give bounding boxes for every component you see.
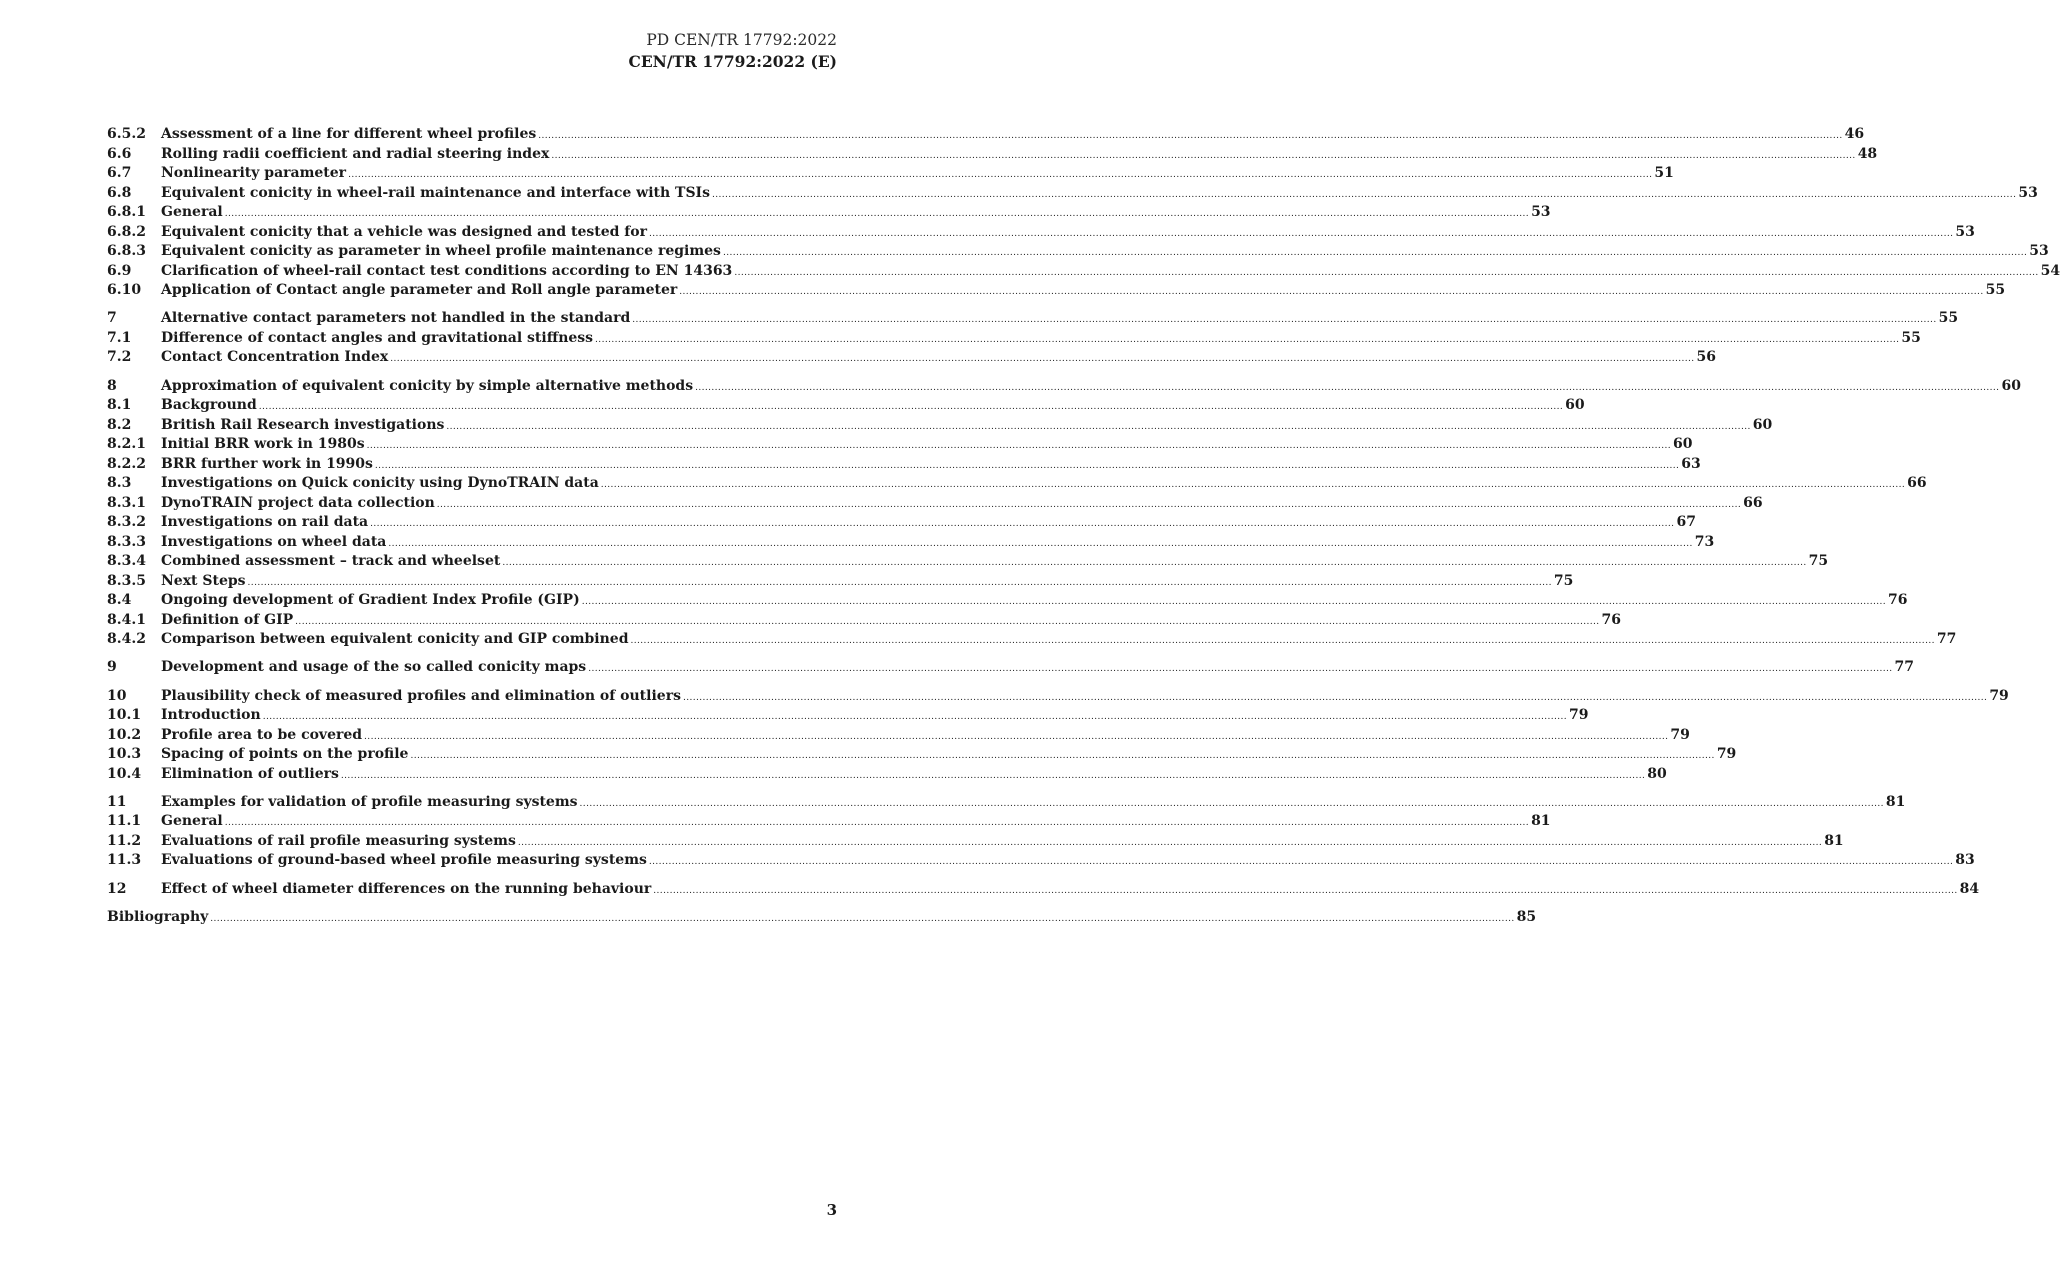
toc-entry-page: 79 [1670, 726, 1690, 743]
toc-dot-leader: ................................................................................................................................................................................................................................................................................................................................................................................................................ [517, 837, 1823, 848]
toc-entry-title: Bibliography [107, 909, 209, 926]
toc-entry-number: 6.6 [107, 145, 132, 162]
toc-entry-title: Nonlinearity parameter [161, 165, 347, 181]
toc-entry[interactable] [107, 126, 1865, 146]
toc-entry-number: 6.8.2 [107, 223, 146, 240]
toc-dot-leader: ................................................................................................................................................................................................................................................................................................................................................................................................................ [595, 334, 1900, 345]
toc-entry[interactable] [107, 310, 1959, 330]
toc-entry-number: 6.8.1 [107, 204, 146, 220]
toc-entry-title: Evaluations of rail profile measuring systems [161, 832, 516, 849]
toc-entry-number: 6.8.3 [107, 243, 146, 259]
toc-entry-number: 10.4 [107, 765, 142, 782]
toc-entry-number: 8.3.2 [107, 514, 146, 531]
toc-entry-title: Spacing of points on the profile [161, 746, 409, 763]
toc-entry-page: 60 [1565, 397, 1585, 414]
toc-entry-title: Comparison between equivalent conicity and GIP combined [161, 631, 629, 648]
toc-entry[interactable] [107, 592, 1908, 612]
toc-entry-title: Evaluations of ground-based wheel profile measuring systems [161, 852, 647, 869]
toc-entry-title: Contact Concentration Index [161, 349, 389, 366]
toc-dot-leader: ................................................................................................................................................................................................................................................................................................................................................................................................................ [262, 712, 1568, 723]
toc-entry-number: 6.8 [107, 184, 132, 201]
toc-dot-leader: ................................................................................................................................................................................................................................................................................................................................................................................................................ [247, 577, 1552, 588]
toc-entry-page: 66 [1743, 494, 1763, 511]
toc-entry-number: 7.1 [107, 329, 132, 346]
toc-entry-title: Alternative contact parameters not handled in the standard [161, 310, 631, 327]
toc-entry-number: 8.2.1 [107, 436, 146, 453]
toc-dot-leader: ................................................................................................................................................................................................................................................................................................................................................................................................................ [538, 131, 1843, 141]
toc-entry-page: 63 [1681, 455, 1701, 472]
toc-entry-number: 7 [107, 310, 117, 327]
toc-entry-title: General [161, 813, 223, 830]
toc-dot-leader: ................................................................................................................................................................................................................................................................................................................................................................................................................ [410, 751, 1715, 762]
toc-entry-page: 79 [1716, 746, 1737, 763]
toc-entry[interactable] [107, 145, 1878, 166]
toc-entry-number: 8.4.2 [107, 631, 146, 648]
toc-entry-page: 77 [1936, 631, 1957, 648]
toc-dot-leader: ................................................................................................................................................................................................................................................................................................................................................................................................................ [579, 798, 1884, 809]
toc-dot-leader: ................................................................................................................................................................................................................................................................................................................................................................................................................ [340, 770, 1646, 781]
toc-entry-page: 54 [2040, 262, 2060, 279]
toc-entry-page: 77 [1894, 659, 1915, 676]
toc-entry-number: 6.10 [107, 282, 142, 298]
toc-entry-title: Background [161, 397, 257, 414]
toc-entry-title: Development and usage of the so called conicity maps [161, 659, 587, 676]
toc-entry-number: 8.3.3 [107, 533, 146, 550]
toc-entry-page: 60 [2001, 377, 2021, 394]
toc-dot-leader: ................................................................................................................................................................................................................................................................................................................................................................................................................ [581, 597, 1887, 608]
toc-entry-page: 81 [1885, 793, 1906, 810]
toc-entry-page: 83 [1955, 852, 1975, 869]
toc-entry-number: 10 [107, 687, 127, 704]
toc-dot-leader: ................................................................................................................................................................................................................................................................................................................................................................................................................ [502, 558, 1807, 569]
toc-entry-page: 48 [1857, 145, 1878, 162]
toc-dot-leader: ................................................................................................................................................................................................................................................................................................................................................................................................................ [374, 460, 1680, 471]
toc-entry-title: Equivalent conicity as parameter in wheel profile maintenance regimes [161, 243, 721, 259]
toc-entry-title: Plausibility check of measured profiles and elimination of outliers [161, 687, 681, 704]
toc-entry-page: 53 [2029, 243, 2049, 259]
toc-entry-page: 46 [1844, 126, 1865, 142]
toc-dot-leader: ................................................................................................................................................................................................................................................................................................................................................................................................................ [348, 170, 1653, 180]
toc-entry[interactable] [107, 494, 1763, 515]
document-reference: CEN/TR 17792:2022 (E) [628, 52, 837, 71]
toc-entry[interactable] [107, 572, 1574, 593]
toc-dot-leader: ................................................................................................................................................................................................................................................................................................................................................................................................................ [712, 189, 2017, 200]
toc-dot-leader: ................................................................................................................................................................................................................................................................................................................................................................................................................ [682, 692, 1988, 703]
toc-entry-title: Difference of contact angles and gravitational stiffness [161, 329, 594, 346]
toc-dot-leader: ................................................................................................................................................................................................................................................................................................................................................................................................................ [258, 402, 1564, 413]
toc-entry-page: 85 [1516, 909, 1537, 926]
toc-entry[interactable] [107, 416, 1773, 437]
toc-entry-page: 55 [1938, 310, 1959, 327]
toc-entry-title: Introduction [161, 707, 261, 724]
toc-entry-page: 60 [1752, 416, 1773, 433]
toc-entry-page: 75 [1808, 553, 1829, 570]
toc-dot-leader: ................................................................................................................................................................................................................................................................................................................................................................................................................ [390, 354, 1695, 365]
toc-entry-page: 81 [1824, 832, 1844, 849]
toc-entry-title: Investigations on rail data [161, 514, 369, 531]
toc-entry[interactable] [107, 553, 1829, 573]
toc-entry[interactable] [107, 475, 1927, 495]
toc-entry-title: Rolling radii coefficient and radial steering index [161, 145, 550, 162]
toc-entry[interactable] [107, 436, 1693, 456]
toc-entry-title: Equivalent conicity in wheel-rail maintenance and interface with TSIs [161, 184, 710, 201]
toc-entry-title: General [161, 204, 223, 220]
toc-dot-leader: ................................................................................................................................................................................................................................................................................................................................................................................................................ [295, 616, 1600, 627]
toc-entry-page: 55 [1985, 282, 2006, 298]
toc-entry-number: 8.1 [107, 397, 132, 414]
toc-dot-leader: ................................................................................................................................................................................................................................................................................................................................................................................................................ [695, 382, 2000, 393]
toc-entry-number: 8.3.1 [107, 494, 146, 511]
toc-entry[interactable] [107, 611, 1621, 632]
toc-dot-leader: ................................................................................................................................................................................................................................................................................................................................................................................................................ [210, 914, 1515, 925]
toc-entry-number: 11.1 [107, 813, 142, 830]
toc-entry-page: 81 [1531, 813, 1551, 830]
toc-dot-leader: ................................................................................................................................................................................................................................................................................................................................................................................................................ [679, 287, 1984, 297]
toc-entry[interactable] [107, 397, 1585, 417]
toc-entry[interactable] [107, 349, 1717, 369]
toc-entry-number: 8.2.2 [107, 455, 146, 472]
toc-entry-title: Clarification of wheel-rail contact test conditions according to EN 14363 [161, 262, 733, 279]
toc-entry-page: 84 [1959, 880, 1980, 897]
toc-entry[interactable] [107, 223, 1975, 244]
toc-entry-page: 60 [1672, 436, 1693, 453]
toc-entry[interactable] [107, 765, 1667, 786]
toc-entry-number: 8.3.5 [107, 572, 146, 589]
toc-dot-leader: ................................................................................................................................................................................................................................................................................................................................................................................................................ [630, 636, 1935, 647]
toc-entry-number: 6.5.2 [107, 126, 146, 142]
toc-entry[interactable] [107, 707, 1589, 727]
toc-entry-page: 76 [1601, 611, 1621, 628]
toc-entry-page: 53 [1955, 223, 1975, 240]
toc-entry[interactable] [107, 165, 1674, 185]
toc-entry-title: Investigations on wheel data [161, 533, 387, 550]
toc-dot-leader: ................................................................................................................................................................................................................................................................................................................................................................................................................ [648, 857, 1954, 868]
toc-dot-leader: ................................................................................................................................................................................................................................................................................................................................................................................................................ [649, 228, 1954, 239]
toc-entry-title: Definition of GIP [161, 611, 294, 628]
toc-entry-title: British Rail Research investigations [161, 416, 445, 433]
toc-entry[interactable] [107, 793, 1906, 814]
toc-entry-page: 80 [1647, 765, 1667, 782]
toc-entry[interactable] [107, 726, 1690, 747]
page-header [629, 30, 837, 72]
toc-entry[interactable] [107, 832, 1844, 853]
table-of-contents [107, 126, 2060, 929]
toc-dot-leader: ................................................................................................................................................................................................................................................................................................................................................................................................................ [436, 499, 1742, 510]
toc-entry-number: 11.3 [107, 852, 142, 869]
toc-entry[interactable] [107, 533, 1715, 554]
toc-entry-page: 66 [1907, 475, 1927, 492]
toc-entry[interactable] [107, 880, 1980, 901]
toc-entry-number: 6.7 [107, 165, 132, 181]
toc-entry[interactable] [107, 204, 1551, 224]
toc-entry-bibliography[interactable] [107, 909, 1537, 929]
toc-entry[interactable] [107, 687, 2009, 708]
toc-entry[interactable] [107, 455, 1701, 476]
toc-dot-leader: ................................................................................................................................................................................................................................................................................................................................................................................................................ [224, 209, 1530, 219]
toc-entry-number: 10.1 [107, 707, 142, 724]
toc-entry-page: 73 [1694, 533, 1715, 550]
toc-entry-page: 79 [1569, 707, 1589, 724]
toc-entry-number: 8.2 [107, 416, 132, 433]
toc-entry-title: Examples for validation of profile measuring systems [161, 793, 578, 810]
toc-entry[interactable] [107, 514, 1696, 534]
toc-entry-page: 55 [1901, 329, 1921, 346]
toc-dot-leader: ................................................................................................................................................................................................................................................................................................................................................................................................................ [364, 731, 1669, 742]
toc-entry[interactable] [107, 631, 1957, 651]
toc-entry-number: 8.4.1 [107, 611, 146, 628]
toc-dot-leader: ................................................................................................................................................................................................................................................................................................................................................................................................................ [551, 150, 1856, 161]
toc-entry-title: Elimination of outliers [161, 765, 339, 782]
toc-entry-page: 56 [1696, 349, 1717, 366]
page-number: 3 [826, 1201, 837, 1219]
toc-entry-title: Approximation of equivalent conicity by simple alternative methods [161, 377, 694, 394]
toc-entry-number: 9 [107, 659, 117, 676]
toc-entry-number: 8 [107, 377, 117, 394]
toc-entry[interactable] [107, 659, 1915, 679]
toc-entry-page: 51 [1654, 165, 1674, 181]
toc-dot-leader: ................................................................................................................................................................................................................................................................................................................................................................................................................ [224, 818, 1530, 829]
toc-entry-title: Combined assessment – track and wheelset [161, 553, 501, 570]
toc-entry-number: 11 [107, 793, 127, 810]
toc-dot-leader: ................................................................................................................................................................................................................................................................................................................................................................................................................ [388, 538, 1693, 549]
toc-entry-page: 79 [1989, 687, 2009, 704]
toc-entry-title: Application of Contact angle parameter and Roll angle parameter [161, 282, 678, 298]
toc-entry-page: 53 [2018, 184, 2038, 201]
toc-entry-number: 6.9 [107, 262, 132, 279]
toc-entry[interactable] [107, 282, 2006, 302]
toc-dot-leader: ................................................................................................................................................................................................................................................................................................................................................................................................................ [366, 441, 1671, 452]
toc-entry[interactable] [107, 377, 2021, 398]
toc-dot-leader: ................................................................................................................................................................................................................................................................................................................................................................................................................ [446, 421, 1751, 432]
standard-reference: PD CEN/TR 17792:2022 [646, 31, 837, 49]
toc-entry[interactable] [107, 262, 2060, 283]
toc-dot-leader: ................................................................................................................................................................................................................................................................................................................................................................................................................ [722, 248, 2028, 258]
toc-entry-number: 7.2 [107, 349, 132, 366]
toc-entry-title: Effect of wheel diameter differences on the running behaviour [161, 880, 652, 897]
toc-entry-number: 12 [107, 880, 127, 897]
toc-entry-page: 67 [1676, 514, 1696, 531]
toc-entry[interactable] [107, 184, 2038, 205]
toc-dot-leader: ................................................................................................................................................................................................................................................................................................................................................................................................................ [632, 315, 1937, 326]
toc-entry-page: 53 [1531, 204, 1551, 220]
toc-entry-number: 10.2 [107, 726, 142, 743]
toc-entry-title: BRR further work in 1990s [161, 455, 373, 472]
toc-entry-title: Equivalent conicity that a vehicle was designed and tested for [161, 223, 648, 240]
toc-entry-title: Initial BRR work in 1980s [161, 436, 365, 453]
toc-entry-number: 10.3 [107, 746, 142, 763]
toc-entry-page: 75 [1553, 572, 1574, 589]
toc-entry-title: Profile area to be covered [161, 726, 363, 743]
toc-dot-leader: ................................................................................................................................................................................................................................................................................................................................................................................................................ [370, 519, 1675, 530]
toc-entry-number: 11.2 [107, 832, 142, 849]
toc-dot-leader: ................................................................................................................................................................................................................................................................................................................................................................................................................ [600, 480, 1906, 491]
toc-entry[interactable] [107, 746, 1737, 766]
toc-entry-number: 8.3.4 [107, 553, 146, 570]
toc-entry-page: 76 [1888, 592, 1908, 609]
toc-entry-title: Ongoing development of Gradient Index Profile (GIP) [161, 592, 580, 609]
toc-dot-leader: ................................................................................................................................................................................................................................................................................................................................................................................................................ [653, 885, 1958, 896]
toc-entry-title: Next Steps [161, 572, 246, 589]
toc-entry[interactable] [107, 329, 1921, 350]
toc-entry[interactable] [107, 852, 1975, 872]
toc-entry-number: 8.4 [107, 592, 132, 609]
toc-dot-leader: ................................................................................................................................................................................................................................................................................................................................................................................................................ [734, 267, 2039, 278]
toc-dot-leader: ................................................................................................................................................................................................................................................................................................................................................................................................................ [588, 664, 1893, 675]
toc-entry-number: 8.3 [107, 475, 132, 492]
toc-entry-title: DynoTRAIN project data collection [161, 494, 435, 511]
toc-entry[interactable] [107, 813, 1551, 833]
toc-entry-title: Investigations on Quick conicity using DynoTRAIN data [161, 475, 599, 492]
toc-entry-title: Assessment of a line for different wheel profiles [161, 126, 537, 142]
toc-entry[interactable] [107, 243, 2049, 263]
